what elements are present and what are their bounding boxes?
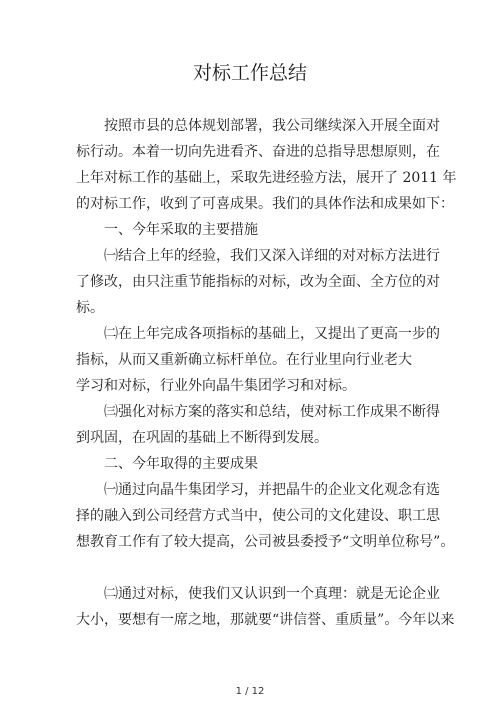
paragraph-line: ㈠结合上年的经验，我们又深入详细的对对标方法进行	[104, 248, 440, 264]
paragraph-line: ㈡在上年完成各项指标的基础上，又提出了更高一步的	[104, 326, 440, 342]
paragraph-line: 按照市县的总体规划部署，我公司继续深入开展全面对	[104, 118, 440, 134]
document-title: 对标工作总结	[192, 62, 307, 84]
paragraph-line: 标行动。本着一切向先进看齐、奋进的总指导思想原则，在	[76, 144, 440, 160]
page-number: 1 / 12	[235, 686, 265, 697]
paragraph-line: 学习和对标，行业外向晶牛集团学习和对标。	[76, 378, 356, 394]
paragraph-line: 了修改，由只注重节能指标的对标，改为全面、全方位的对	[76, 274, 440, 290]
section-heading: 二、今年取得的主要成果	[104, 456, 258, 472]
paragraph-line: 大小，要想有一席之地，那就要“讲信誉、重质量”。今年以来	[76, 612, 455, 628]
paragraph-line: 择的融入到公司经营方式当中，使公司的文化建设、职工思	[76, 508, 440, 524]
paragraph-line: 的对标工作，收到了可喜成果。我们的具体作法和成果如下：	[76, 196, 454, 212]
paragraph-line: 标。	[76, 300, 104, 316]
paragraph-line: ㈠通过向晶牛集团学习，并把晶牛的企业文化观念有选	[104, 482, 440, 498]
paragraph-line: ㈢强化对标方案的落实和总结，使对标工作成果不断得	[104, 404, 440, 420]
paragraph-line: 上年对标工作的基础上，采取先进经验方法，展开了 2011 年	[76, 170, 457, 186]
paragraph-line: ㈡通过对标，使我们又认识到一个真理：就是无论企业	[104, 586, 440, 602]
paragraph-line: 到巩固，在巩固的基础上不断得到发展。	[76, 430, 328, 446]
paragraph-line: 想教育工作有了较大提高，公司被县委授予“文明单位称号”。	[76, 534, 455, 550]
paragraph-line: 指标，从而又重新确立标杆单位。在行业里向行业老大	[76, 352, 412, 368]
section-heading: 一、今年采取的主要措施	[104, 222, 258, 238]
